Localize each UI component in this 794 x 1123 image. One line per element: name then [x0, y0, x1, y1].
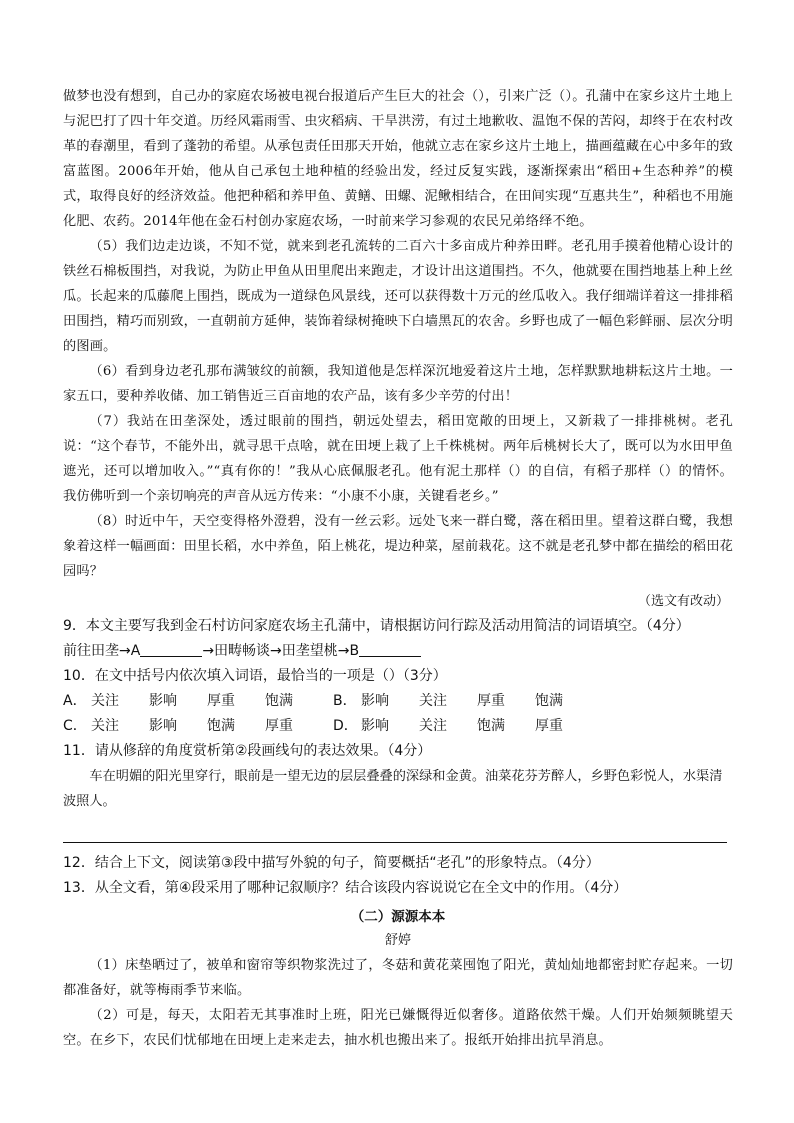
question-11-quote: 车在明媚的阳光里穿行，眼前是一望无边的层层叠叠的深绿和金黄。油菜花芬芳醉人，乡野色彩悦人，水渠清波照人。: [63, 769, 723, 809]
section-author: 舒婷: [384, 933, 411, 948]
question-12: 12．结合上下文，阅读第③段中描写外貌的句子，简要概括“老孔”的形象特点。（4分）: [63, 855, 600, 871]
passage-paragraph-8: （8）时近中午，天空变得格外澄碧，没有一丝云彩。远处飞来一群白鹭，落在稻田里。望着这群白鹭，我想象着这样一幅画面：田里长稻，水中养鱼，陌上桃花，堤边种菜，屋前栽花。这不就是老孔梦中都在描绘的稻田花园吗？: [63, 514, 733, 579]
question-10: 10．在文中括号内依次填入词语，最恰当的一项是（）（3分）: [63, 668, 447, 684]
section-title: （二）源源本本: [350, 909, 446, 925]
section-2-paragraph-1: （1）床垫晒过了，被单和窗帘等织物浆洗过了，冬菇和黄花菜囤饱了阳光，黄灿灿地都密封贮存起来。一切都准备好，就等梅雨季节来临。: [63, 958, 733, 998]
option-d[interactable]: D． 影响 关注 饱满 厚重: [333, 718, 563, 734]
source-note: （选文有改动）: [637, 594, 729, 609]
passage-paragraph-6: （6）看到身边老孔那布满皱纹的前额，我知道他是怎样深沉地爱着这片土地，怎样默默地耕耘这片土地。一家五口，要种养收储、加工销售近三百亩地的农产品，该有多少辛劳的付出！: [63, 364, 733, 404]
blank-a[interactable]: [140, 642, 202, 657]
option-a[interactable]: A． 关注 影响 厚重 饱满: [63, 693, 293, 709]
question-10-options-row-1: [63, 689, 733, 714]
option-b[interactable]: B． 影响 关注 厚重 饱满: [333, 693, 563, 709]
question-11: 11．请从修辞的角度赏析第②段画线句的表达效果。（4分）: [63, 743, 432, 759]
passage-paragraph-7: （7）我站在田垄深处，透过眼前的围挡，朝远处望去，稻田宽敞的田埂上，又新栽了一排排桃树。老孔说：“这个春节，不能外出，就寻思干点啥，就在田埂上栽了上千株桃树。两年后桃树长大了，既可以为水田甲鱼遮光，还可以增加收入。”“真有你的！”我从心底佩服老孔。他有泥土那样（）的自信，有稻子那样（）的情怀。我仿佛听到一个亲切响亮的声音从远方传来：“小康不小康，关键看老乡。”: [63, 414, 733, 504]
section-2-paragraph-2: （2）可是，每天，太阳若无其事准时上班，阳光已嫌慨得近似奢侈。道路依然干燥。人们开始频频眺望天空。在乡下，农民们忧郁地在田埂上走来走去，抽水机也搬出来了。报纸开始排出抗旱消息。: [63, 1008, 733, 1048]
question-9-flow: [63, 639, 733, 664]
option-c[interactable]: C． 关注 影响 饱满 厚重: [63, 718, 293, 734]
question-9-flow-mid: →田畴畅谈→田垄望桃→B: [202, 643, 360, 659]
blank-b[interactable]: [359, 642, 421, 657]
answer-line[interactable]: [63, 828, 727, 843]
question-13: 13．从全文看，第④段采用了哪种记叙顺序？结合该段内容说说它在全文中的作用。（4分）: [63, 880, 628, 896]
passage-paragraph-5: （5）我们边走边谈，不知不觉，就来到老孔流转的二百六十多亩成片种养田畔。老孔用手摸着他精心设计的铁丝石棉板围挡，对我说，为防止甲鱼从田里爬出来跑走，才设计出这道围挡。不久，他就要在围挡地基上种上丝瓜。长起来的瓜藤爬上围挡，既成为一道绿色风景线，还可以获得数十万元的丝瓜收入。我仔细端详着这一排排稻田围挡，精巧而别致，一直朝前方延伸，装饰着绿树掩映下白墙黑瓦的农舍。乡野也成了一幅色彩鲜丽、层次分明的图画。: [63, 239, 733, 354]
passage-paragraph-intro: 做梦也没有想到，自己办的家庭农场被电视台报道后产生巨大的社会（），引来广泛（）。孔蒲中在家乡这片土地上与泥巴打了四十年交道。历经风霜雨雪、虫灾稻病、干旱洪涝，有过土地歉收、温饱不保的苦闷，却终于在农村改革的春潮里，看到了蓬勃的希望。从承包责任田那天开始，他就立志在家乡这片土地上，描画蕴藏在心中多年的致富蓝图。2006年开始，他从自己承包土地种植的经验出发，经过反复实践，逐渐探索出“稻田+生态种养”的模式，取得良好的经济效益。他把种稻和养甲鱼、黄鳝、田螺、泥鳅相结合，在田间实现“互惠共生”，种稻也不用施化肥、农药。2014年他在金石村创办家庭农场，一时前来学习参观的农民兄弟络绎不绝。: [63, 89, 733, 229]
question-9-flow-start: 前往田垄→A: [63, 643, 141, 659]
question-9: 9．本文主要写我到金石村访问家庭农场主孔蒲中，请根据访问行踪及活动用简洁的词语填空。（4分）: [63, 618, 690, 634]
question-10-options-row-2: [63, 714, 733, 739]
document-page: [63, 84, 733, 1053]
